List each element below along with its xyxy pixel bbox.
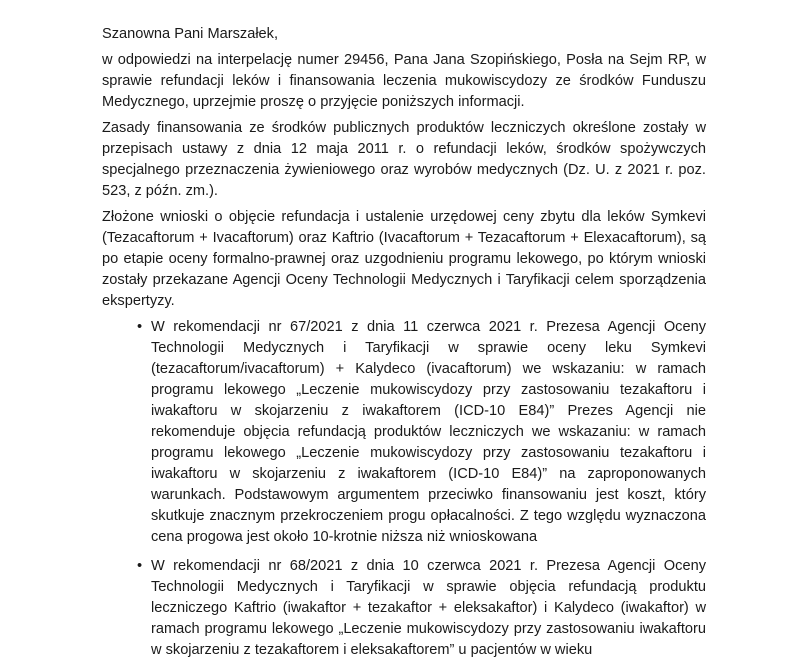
paragraph-submitted-applications: Złożone wnioski o objęcie refundacja i ustalenie urzędowej ceny zbytu dla leków Symkevi (Tezacaftorum + Ivacaftorum) oraz Kaftrio (Ivacaftorum + Tezacaftorum + Elexacaftorum), są po etapie oceny formalno-prawnej oraz uzgodnieniu programu lekowego, po którym wnioski zostały przekazane Agencji Oceny Technologii Medycznych i Taryfikacji celem sporządzenia ekspertyzy. xyxy=(102,209,706,309)
salutation-line: Szanowna Pani Marszałek, xyxy=(102,26,279,42)
recommendation-67-2021-item: • W rekomendacji nr 67/2021 z dnia 11 czerwca 2021 r. Prezesa Agencji Oceny Technologii Medycznych i Taryfikacji w sprawie oceny leku Symkevi (tezacaftorum/ivacaftorum) + Kalydeco (ivacaftorum) we wskazaniu: w ramach programu lekowego „Leczenie mukowiscydozy przy zastosowaniu tezakaftoru i iwakaftoru w skojarzeniu z iwakaftorem (ICD-10 E84)” Prezes Agencji nie rekomenduje objęcia refundacją produktów leczniczych we wskazaniu: w ramach programu lekowego „Leczenie mukowiscydozy przy zastosowaniu tezakaftoru i iwakaftoru w skojarzeniu z iwakaftorem (ICD-10 E84)” na zaproponowanych warunkach. Podstawowym argumentem przeciwko finansowaniu jest koszt, który skutkuje znacznym przekroczeniem progu opłacalności. Z tego względu wyznaczona cena progowa jest około 10-krotnie niższa niż wnioskowana xyxy=(102,317,706,548)
recommendations-list xyxy=(102,317,706,661)
paragraph-interpellation-intro: w odpowiedzi na interpelację numer 29456, Pana Jana Szopińskiego, Posła na Sejm RP, w sprawie refundacji leków i finansowania leczenia mukowiscydozy ze środków Funduszu Medycznego, uprzejmie proszę o przyjęcie poniższych informacji. xyxy=(102,52,706,110)
paragraph-legal-basis: Zasady finansowania ze środków publicznych produktów leczniczych określone zostały w przepisach ustawy z dnia 12 maja 2011 r. o refundacji leków, środków spożywczych specjalnego przeznaczenia żywieniowego oraz wyrobów medycznych (Dz. U. z 2021 r. poz. 523, z późn. zm.). xyxy=(102,120,706,199)
recommendation-68-2021-item: • W rekomendacji nr 68/2021 z dnia 10 czerwca 2021 r. Prezesa Agencji Oceny Technologii Medycznych i Taryfikacji w sprawie objęcia refundacją produktu leczniczego Kaftrio (iwakaftor + tezakaftor + eleksakaftor) i Kalydeco (iwakaftor) w ramach programu lekowego „Leczenie mukowiscydozy przy zastosowaniu iwakaftoru w skojarzeniu z tezakaftorem i eleksakaftorem” u pacjentów w wieku xyxy=(102,556,706,661)
